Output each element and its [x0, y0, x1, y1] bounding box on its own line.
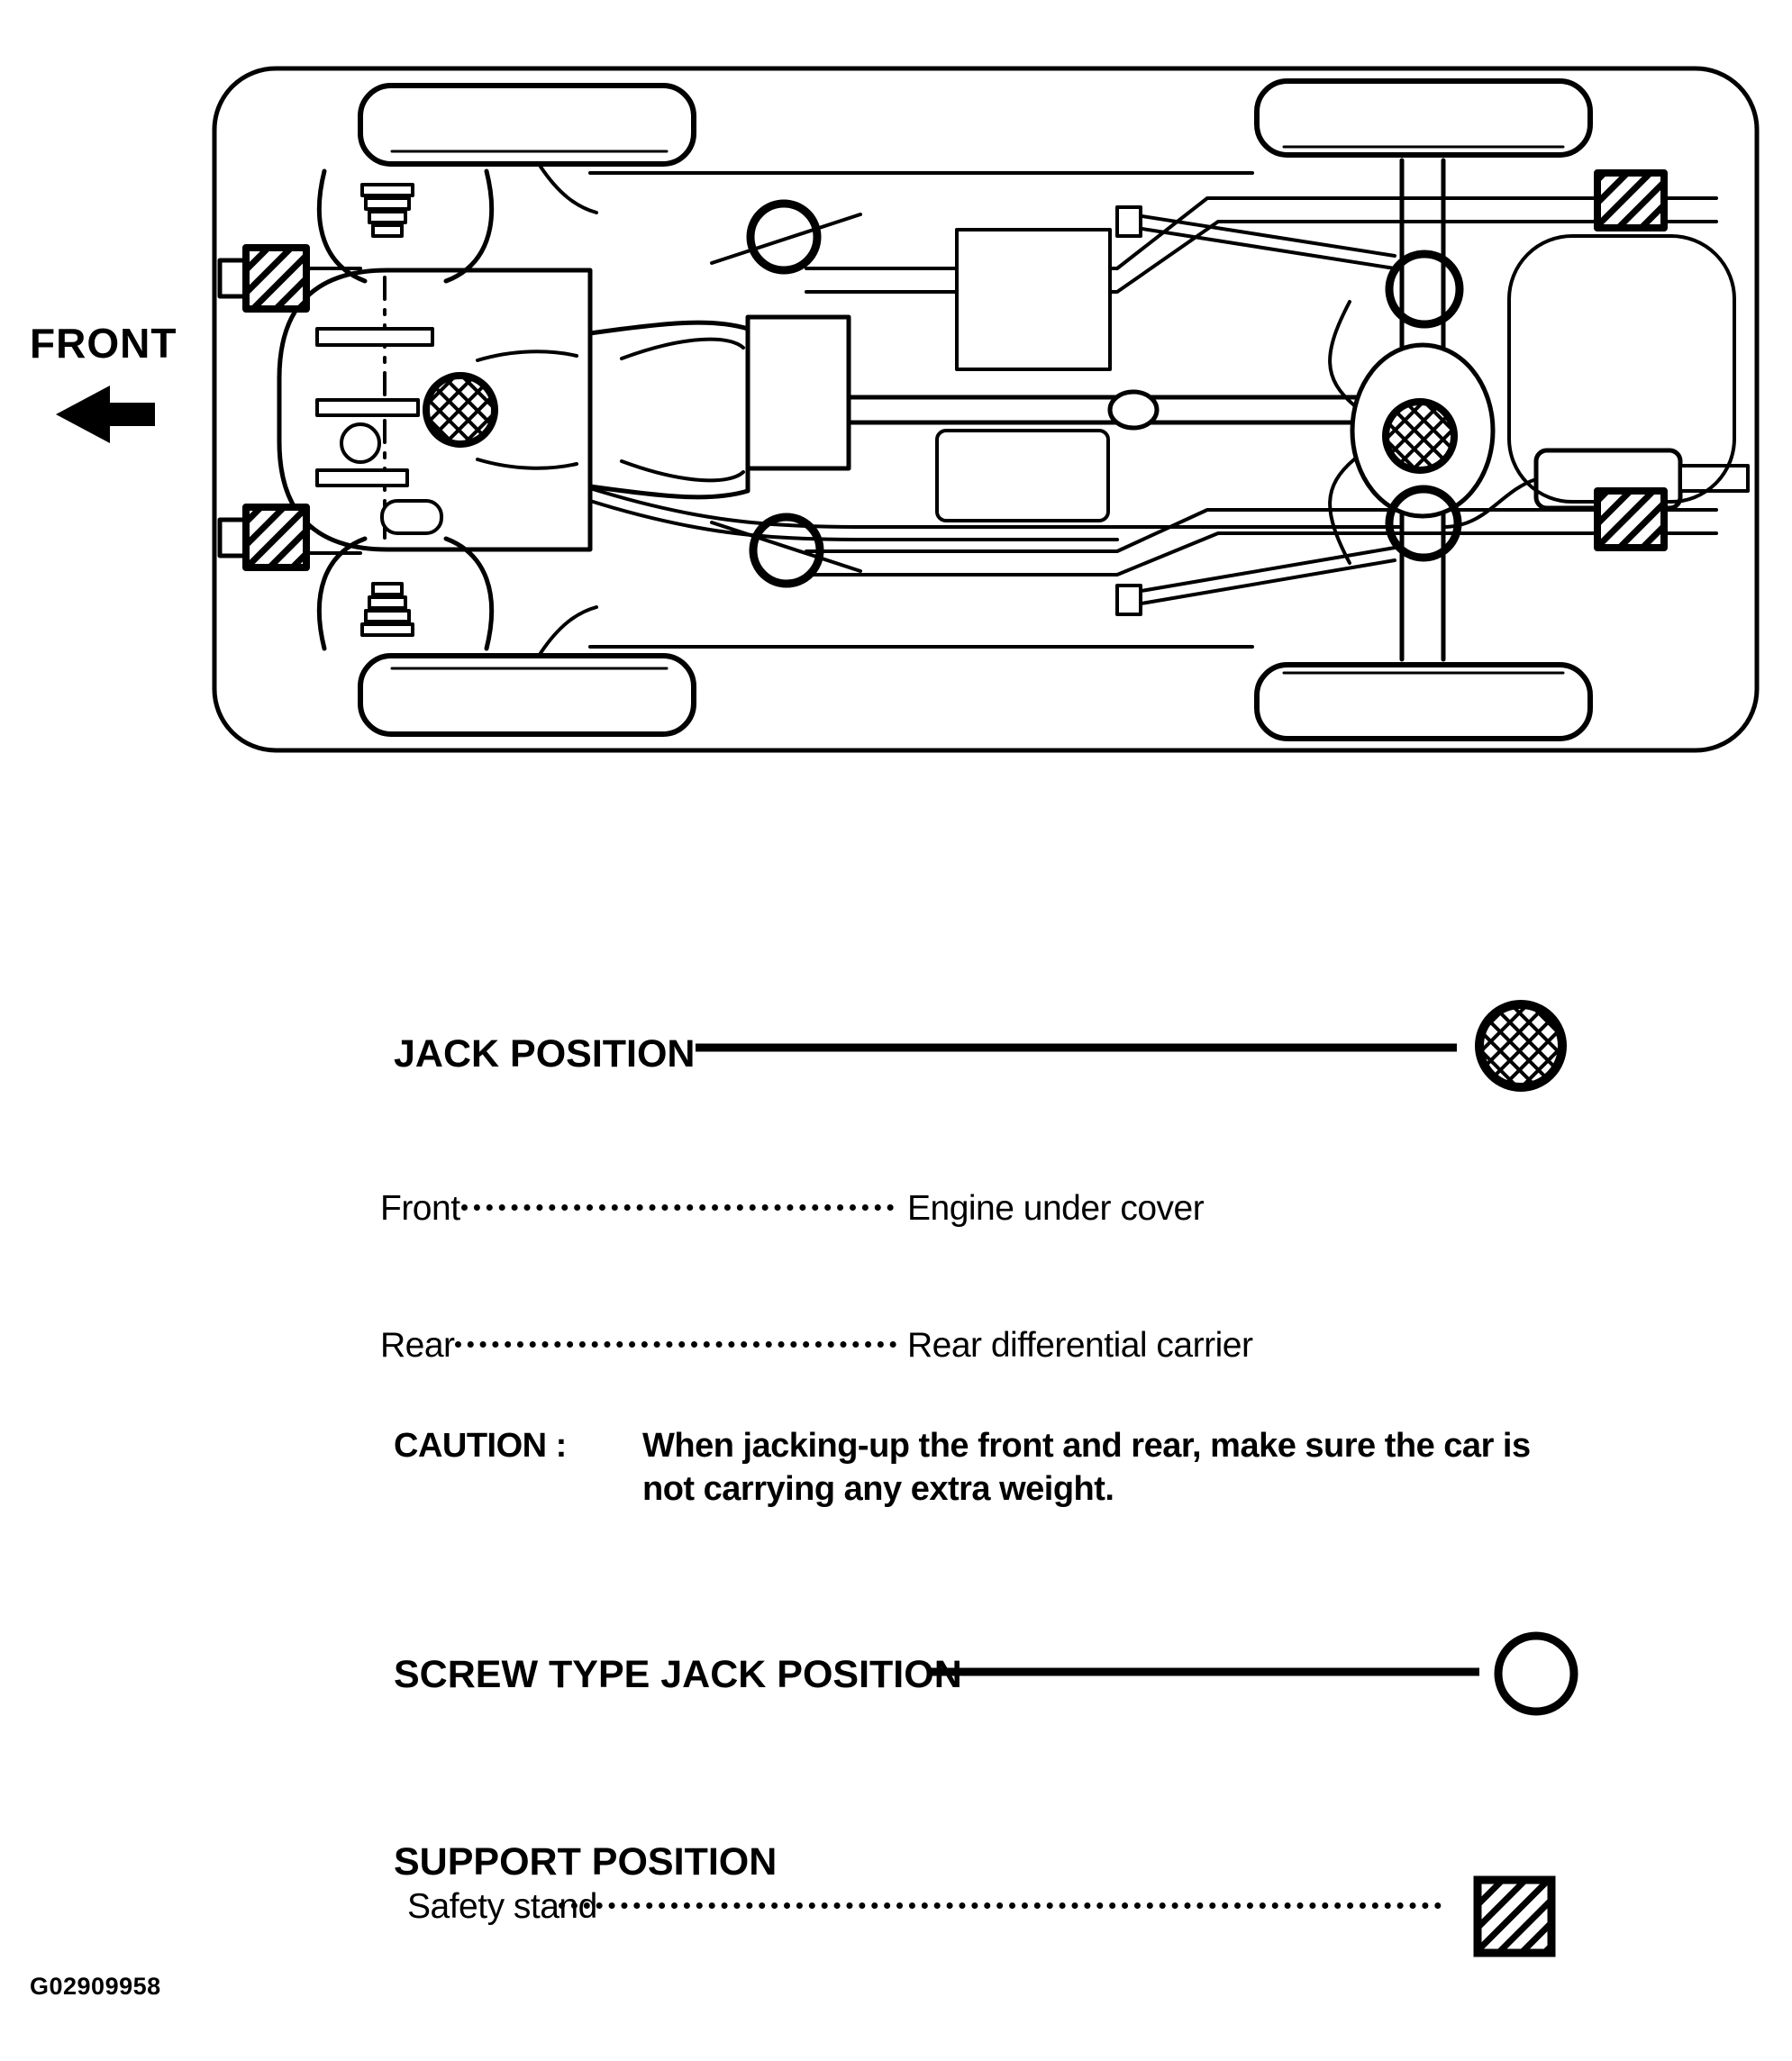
trans-tunnel: [748, 317, 849, 468]
wheel-rear-left: [1257, 81, 1590, 155]
support-marker-front-lower: [246, 507, 306, 567]
jack-position-heading: JACK POSITION: [394, 1032, 696, 1076]
jack-position-marker-rear: [1386, 402, 1454, 470]
support-marker-rear-lower: [1597, 491, 1664, 548]
jack-position-symbol: [1479, 1004, 1562, 1087]
support-position-symbol: [1478, 1880, 1551, 1953]
front-arrow-icon: [56, 386, 155, 443]
safety-stand-label: Safety stand: [407, 1887, 597, 1926]
rear-item-label: Rear: [380, 1326, 455, 1365]
wheel-rear-right: [1257, 665, 1590, 739]
front-dot-leader: [461, 1204, 894, 1211]
jack-position-marker-front: [426, 376, 495, 444]
caution-label: CAUTION :: [394, 1427, 567, 1465]
driveshaft-joint: [1110, 392, 1157, 428]
fuel-tank: [937, 431, 1108, 521]
figure-code: G02909958: [30, 1973, 161, 2000]
caution-text-line1: When jacking-up the front and rear, make sure the car is: [642, 1427, 1531, 1465]
rear-dot-leader: [455, 1341, 896, 1348]
transmission-outline: [590, 322, 748, 497]
front-item-value: Engine under cover: [907, 1189, 1205, 1228]
safety-stand-dot-leader: [559, 1902, 1442, 1909]
support-position-heading: SUPPORT POSITION: [394, 1840, 778, 1884]
floor-pan: [957, 230, 1110, 369]
front-item-label: Front: [380, 1189, 460, 1228]
front-label: FRONT: [30, 320, 177, 367]
support-marker-rear-upper: [1597, 173, 1664, 228]
screw-type-jack-symbol: [1498, 1636, 1574, 1711]
rear-item-value: Rear differential carrier: [907, 1326, 1253, 1365]
screw-type-heading: SCREW TYPE JACK POSITION: [394, 1653, 962, 1696]
caution-text-line2: not carrying any extra weight.: [642, 1470, 1114, 1508]
support-marker-front-upper: [246, 248, 306, 309]
